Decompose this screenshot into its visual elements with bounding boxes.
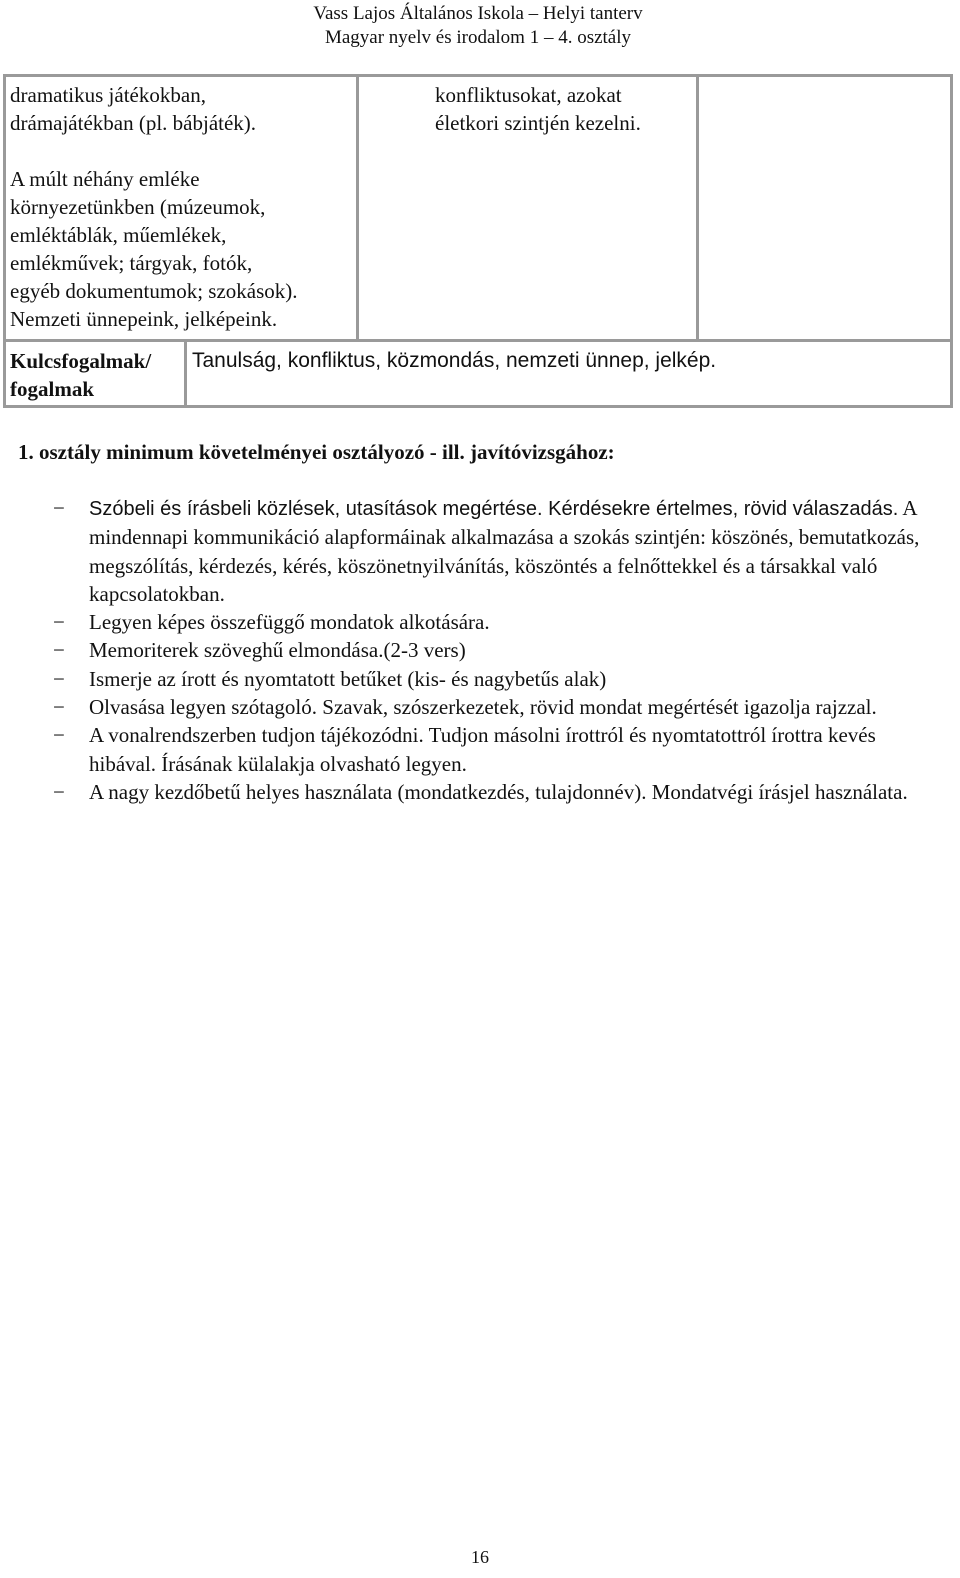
table-left-cell: dramatikus játékokban, drámajátékban (pl. bábjáték). A múlt néhány emléke környezetünkben (múzeumok, emléktáblák, műemlékek, emlékművek; tárgyak, fotók, egyéb dokumentumok; szokások). Nemzeti ünnepeink, jelképeink. bbox=[10, 83, 298, 331]
dash-bullet: − bbox=[53, 695, 65, 720]
header-subject: Magyar nyelv és irodalom 1 – 4. osztály bbox=[324, 27, 632, 48]
header-school-name: Vass Lajos Általános Iskola – Helyi tanterv bbox=[313, 3, 643, 24]
list-item: − A vonalrendszerben tudjon tájékozódni. Tudjon másolni írottról és nyomtatottról írottra kevés hibával. Írásának külalakja olvasható legyen. bbox=[53, 723, 876, 776]
key-concepts-value: Tanulság, konfliktus, közmondás, nemzeti ünnep, jelkép. bbox=[192, 349, 717, 372]
list-item: − Memoriterek szöveghű elmondása.(2-3 vers) bbox=[18, 636, 933, 664]
list-item: − Ismerje az írott és nyomtatott betűket (kis- és nagybetűs alak) bbox=[18, 665, 933, 693]
table-middle-cell: konfliktusokat, azokat életkori szintjén kezelni. bbox=[435, 83, 641, 135]
dash-bullet: − bbox=[53, 496, 65, 520]
dash-bullet: − bbox=[53, 610, 65, 635]
list-item: − Legyen képes összefüggő mondatok alkotására. bbox=[18, 608, 933, 636]
dash-bullet: − bbox=[53, 638, 65, 663]
curriculum-table bbox=[3, 74, 953, 408]
key-concepts-label: Kulcsfogalmak/ fogalmak bbox=[10, 349, 152, 401]
dash-bullet: − bbox=[53, 723, 65, 748]
list-item: − A nagy kezdőbetű helyes használata (mondatkezdés, tulajdonnév). Mondatvégi írásjel használata. bbox=[18, 778, 933, 806]
list-item: − Szóbeli és írásbeli közlések, utasítások megértése. Kérdésekre értelmes, rövid válaszadás. A mindennapi kommunikáció alapformáinak alkalmazása a szokás szintjén: köszönés, bemutatkozás, megszólítás, kérdezés, kérés, köszönetnyilvánítás, köszöntés a felnőttekkel és a társakkal való kapcsolatokban. bbox=[53, 496, 920, 606]
dash-bullet: − bbox=[53, 666, 65, 691]
list-item: − Olvasása legyen szótagoló. Szavak, szószerkezetek, rövid mondat megértését igazolja rajzzal. bbox=[18, 693, 933, 721]
page-number: 16 bbox=[471, 1547, 489, 1567]
requirements-list bbox=[18, 494, 933, 806]
section-title: 1. osztály minimum követelményei osztályozó - ill. javítóvizsgához: bbox=[18, 440, 615, 464]
dash-bullet: − bbox=[53, 779, 65, 804]
